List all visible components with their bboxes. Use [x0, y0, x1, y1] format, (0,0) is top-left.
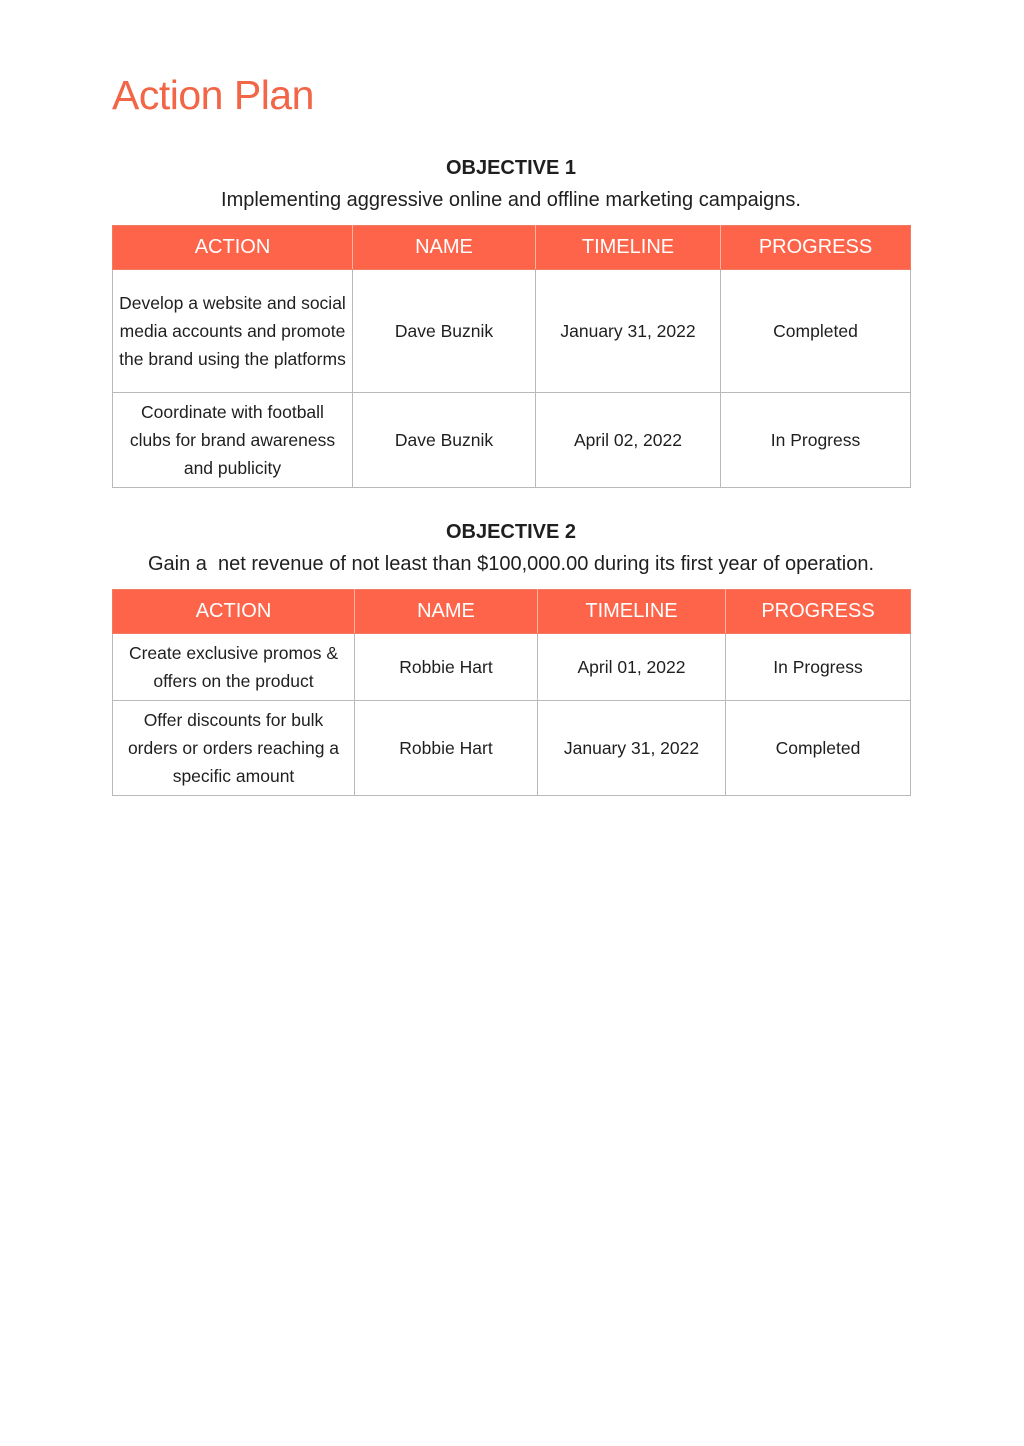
table-row	[113, 634, 911, 701]
table-header-row	[113, 226, 911, 270]
column-header-progress: PROGRESS	[726, 590, 911, 634]
cell-progress: Completed	[726, 701, 911, 796]
objective-2-section	[112, 518, 910, 796]
objective-description: Gain a net revenue of not least than $100,000.00 during its first year of operation.	[147, 553, 875, 575]
cell-name: Robbie Hart	[355, 701, 538, 796]
objective-1-section	[112, 154, 910, 488]
objective-heading: OBJECTIVE 1	[445, 157, 577, 179]
cell-progress: In Progress	[721, 393, 911, 488]
cell-timeline: January 31, 2022	[538, 701, 726, 796]
cell-name: Dave Buznik	[353, 393, 536, 488]
column-header-action: ACTION	[113, 590, 355, 634]
objective-2-table	[112, 589, 911, 796]
page-title: Action Plan	[112, 72, 314, 118]
objective-description: Implementing aggressive online and offline marketing campaigns.	[221, 189, 801, 211]
cell-progress: Completed	[721, 270, 911, 393]
cell-action: Coordinate with football clubs for brand awareness and publicity	[113, 393, 353, 488]
objective-1-table	[112, 225, 911, 488]
cell-name: Dave Buznik	[353, 270, 536, 393]
column-header-timeline: TIMELINE	[538, 590, 726, 634]
table-row	[113, 393, 911, 488]
column-header-progress: PROGRESS	[721, 226, 911, 270]
column-header-name: NAME	[353, 226, 536, 270]
cell-progress: In Progress	[726, 634, 911, 701]
cell-action: Create exclusive promos & offers on the product	[113, 634, 355, 701]
cell-action: Develop a website and social media accounts and promote the brand using the platforms	[113, 270, 353, 393]
cell-action: Offer discounts for bulk orders or orders reaching a specific amount	[113, 701, 355, 796]
objective-heading: OBJECTIVE 2	[445, 521, 577, 543]
cell-timeline: April 01, 2022	[538, 634, 726, 701]
cell-name: Robbie Hart	[355, 634, 538, 701]
table-header-row	[113, 590, 911, 634]
column-header-name: NAME	[355, 590, 538, 634]
column-header-action: ACTION	[113, 226, 353, 270]
column-header-timeline: TIMELINE	[536, 226, 721, 270]
cell-timeline: January 31, 2022	[536, 270, 721, 393]
table-row	[113, 701, 911, 796]
table-row	[113, 270, 911, 393]
cell-timeline: April 02, 2022	[536, 393, 721, 488]
